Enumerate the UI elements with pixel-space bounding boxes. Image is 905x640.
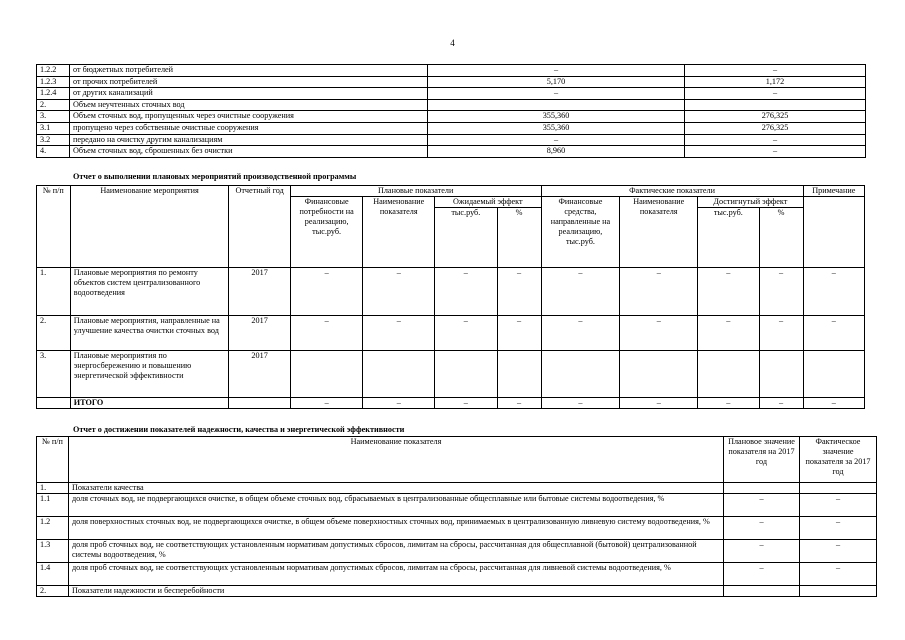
row-plan-value: – [724, 563, 800, 586]
row-plan-value: – [724, 517, 800, 540]
total-num-empty [37, 398, 71, 409]
row-number: 2. [37, 99, 70, 111]
row-value [363, 351, 435, 398]
total-value: – [541, 398, 620, 409]
row-value: – [497, 316, 541, 351]
table-row [37, 76, 866, 88]
program-report-heading: Отчет о выполнении плановых мероприятий производственной программы [73, 172, 357, 181]
row-fact-value: – [800, 517, 877, 540]
row-fact-value: – [800, 540, 877, 563]
row-number: 1.3 [37, 540, 69, 563]
row-name: Объем сточных вод, пропущенных через очистные сооружения [70, 111, 428, 123]
col-header-fact-effect-pct: % [759, 208, 803, 268]
table-row [37, 99, 866, 111]
table-row [37, 517, 877, 540]
row-number: 1.2 [37, 517, 69, 540]
row-value-plan: 5,170 [428, 76, 685, 88]
row-number: 1. [37, 483, 69, 494]
table-row [37, 563, 877, 586]
row-value: – [541, 268, 620, 316]
row-value-fact: – [685, 146, 866, 158]
row-value [541, 351, 620, 398]
page-number: 4 [450, 38, 455, 48]
row-value: – [363, 268, 435, 316]
row-indicator-name: доля проб сточных вод, не соответствующих установленным нормативам допустимых сбросов, лимитам на сбросы, рассчитанная для общесплавной (бытовой) централизованной системы водоотведения, % [69, 540, 724, 563]
row-number: 4. [37, 146, 70, 158]
row-value: – [620, 316, 698, 351]
row-plan-value: – [724, 494, 800, 517]
row-value: – [803, 316, 864, 351]
col-header-plan-finance: Финансовые потребности на реализацию, тыс.руб. [290, 197, 363, 268]
col-header-fact-effect-rub: тыс.руб. [698, 208, 759, 268]
total-value: – [759, 398, 803, 409]
reliability-report-heading: Отчет о достижении показателей надежности, качества и энергетической эффективности [73, 425, 405, 434]
col-header-year: Отчетный год [229, 186, 290, 268]
row-plan-value [724, 586, 800, 597]
row-year: 2017 [229, 268, 290, 316]
table-row [37, 122, 866, 134]
total-value: – [698, 398, 759, 409]
row-value-plan: 355,360 [428, 111, 685, 123]
row-plan-value: – [724, 540, 800, 563]
row-value-fact: 276,325 [685, 122, 866, 134]
row-value [759, 351, 803, 398]
row-value: – [698, 316, 759, 351]
total-value: – [363, 398, 435, 409]
col-header-note: Примечание [803, 186, 864, 197]
row-number: 2. [37, 316, 71, 351]
row-fact-value [800, 483, 877, 494]
row-value: – [363, 316, 435, 351]
row-value: – [290, 316, 363, 351]
row-value: – [620, 268, 698, 316]
reliability-indicators-table [36, 436, 877, 597]
row-number: 3.1 [37, 122, 70, 134]
row-indicator-name: доля поверхностных сточных вод, не подвергающихся очистке, в общем объеме поверхностных сточных вод, принимаемых в централизованную ливневую систему водоотведения, % [69, 517, 724, 540]
row-value: – [435, 316, 497, 351]
row-number: 1.2.2 [37, 65, 70, 77]
col-header-fact-group: Фактические показатели [541, 186, 803, 197]
row-name: от бюджетных потребителей [70, 65, 428, 77]
row-value: – [759, 268, 803, 316]
col-header-fact-indicator: Наименование показателя [620, 197, 698, 268]
table-row [37, 65, 866, 77]
row-number: 3.2 [37, 134, 70, 146]
wastewater-volume-table [36, 64, 866, 158]
table-row [37, 586, 877, 597]
row-value-plan: 8,960 [428, 146, 685, 158]
row-indicator-name: Показатели надежности и бесперебойности [69, 586, 724, 597]
table-row [37, 88, 866, 100]
row-name: от прочих потребителей [70, 76, 428, 88]
row-number: 1. [37, 268, 71, 316]
row-value: – [759, 316, 803, 351]
row-number: 3. [37, 111, 70, 123]
row-value [620, 351, 698, 398]
row-year: 2017 [229, 316, 290, 351]
col-header-plan-group: Плановые показатели [290, 186, 541, 197]
row-number: 1.2.3 [37, 76, 70, 88]
col-header-fact-value: Фактическое значение показателя за 2017 год [800, 437, 877, 483]
row-value [698, 351, 759, 398]
row-fact-value [800, 586, 877, 597]
col-header-plan-effect-rub: тыс.руб. [435, 208, 497, 268]
row-number: 1.1 [37, 494, 69, 517]
row-value-fact: – [685, 134, 866, 146]
row-indicator-name: доля сточных вод, не подвергающихся очистке, в общем объеме сточных вод, сбрасываемых в централизованные общесплавные или бытовые системы водоотведения, % [69, 494, 724, 517]
col-header-plan-effect-pct: % [497, 208, 541, 268]
col-header-plan-indicator: Наименование показателя [363, 197, 435, 268]
row-value [435, 351, 497, 398]
total-value: – [803, 398, 864, 409]
row-value: – [541, 316, 620, 351]
row-plan-value [724, 483, 800, 494]
program-events-table [36, 185, 865, 409]
row-number: 1.4 [37, 563, 69, 586]
row-value-fact: – [685, 65, 866, 77]
row-value-fact: – [685, 88, 866, 100]
total-label: ИТОГО [70, 398, 229, 409]
table-row [37, 540, 877, 563]
row-fact-value: – [800, 563, 877, 586]
row-event-name: Плановые мероприятия по ремонту объектов систем централизованного водоотведения [70, 268, 229, 316]
table-row [37, 351, 865, 398]
col-header-indicator-name: Наименование показателя [69, 437, 724, 483]
table-row [37, 268, 865, 316]
col-header-plan-value: Плановое значение показателя на 2017 год [724, 437, 800, 483]
row-name: Объем неучтенных сточных вод [70, 99, 428, 111]
row-value-plan [428, 99, 685, 111]
row-value [803, 351, 864, 398]
row-indicator-name: доля проб сточных вод, не соответствующих установленным нормативам допустимых сбросов, лимитам на сбросы, рассчитанная для ливневой системы водоотведения, % [69, 563, 724, 586]
row-value: – [698, 268, 759, 316]
row-value-fact: 276,325 [685, 111, 866, 123]
row-year: 2017 [229, 351, 290, 398]
row-value: – [435, 268, 497, 316]
row-value-plan: – [428, 134, 685, 146]
row-number: 3. [37, 351, 71, 398]
total-value: – [620, 398, 698, 409]
table-total-row [37, 398, 865, 409]
col-header-fact-effect: Достигнутый эффект [698, 197, 803, 208]
row-name: пропущено через собственные очистные сооружения [70, 122, 428, 134]
row-value-fact: 1,172 [685, 76, 866, 88]
row-number: 1.2.4 [37, 88, 70, 100]
col-header-event-name: Наименование мероприятия [70, 186, 229, 268]
row-name: от других канализаций [70, 88, 428, 100]
row-indicator-name: Показатели качества [69, 483, 724, 494]
table-row [37, 134, 866, 146]
row-fact-value: – [800, 494, 877, 517]
total-value: – [497, 398, 541, 409]
row-value: – [290, 268, 363, 316]
table-row [37, 316, 865, 351]
row-name: Объем сточных вод, сброшенных без очистки [70, 146, 428, 158]
row-value: – [497, 268, 541, 316]
table-row [37, 146, 866, 158]
row-event-name: Плановые мероприятия, направленные на улучшение качества очистки сточных вод [70, 316, 229, 351]
row-value [497, 351, 541, 398]
col-header-plan-effect: Ожидаемый эффект [435, 197, 541, 208]
total-value: – [290, 398, 363, 409]
col-header-note-empty [803, 197, 864, 268]
col-header-num: № п/п [37, 437, 69, 483]
row-name: передано на очистку другим канализациям [70, 134, 428, 146]
table-row [37, 483, 877, 494]
total-year-empty [229, 398, 290, 409]
table-row [37, 111, 866, 123]
col-header-fact-finance: Финансовые средства, направленные на реализацию, тыс.руб. [541, 197, 620, 268]
total-value: – [435, 398, 497, 409]
table-row [37, 494, 877, 517]
row-number: 2. [37, 586, 69, 597]
row-value: – [803, 268, 864, 316]
row-value-plan: 355,360 [428, 122, 685, 134]
row-value-plan: – [428, 65, 685, 77]
row-value-plan: – [428, 88, 685, 100]
row-value [290, 351, 363, 398]
row-event-name: Плановые мероприятия по энергосбережению и повышению энергетической эффективности [70, 351, 229, 398]
row-value-fact [685, 99, 866, 111]
col-header-num: № п/п [37, 186, 71, 268]
